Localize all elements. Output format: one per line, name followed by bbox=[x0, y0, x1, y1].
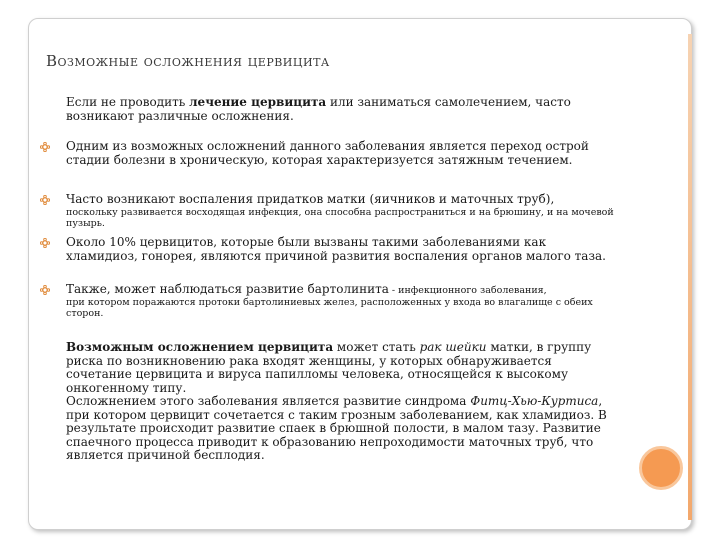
bullet-item-2-small: поскольку развивается восходящая инфекция, она способна распространиться и на брюшину, и на мочевой пузырь. bbox=[66, 206, 614, 229]
intro-paragraph bbox=[66, 96, 614, 123]
decor-circle bbox=[639, 446, 683, 490]
bullet-icon bbox=[40, 238, 50, 248]
para2-text-1: может стать bbox=[333, 340, 420, 354]
intro-bold: лечение цервицита bbox=[189, 95, 327, 109]
paragraph-2 bbox=[66, 341, 614, 463]
para2-text-2: матки, в группу риска по возникновению рака входят женщины, у которых обнаруживается сочетание цервицита и вируса папилломы человека, относящейся к высокому онкогенному типу. bbox=[66, 340, 592, 395]
para2-italic-1: рак шейки bbox=[419, 340, 487, 354]
intro-text-a: Если не проводить bbox=[66, 95, 190, 109]
bullet-item-2-text: Часто возникают воспаления придатков матки (яичников и маточных труб), bbox=[66, 192, 555, 206]
bullet-icon bbox=[40, 285, 50, 295]
bullet-item-4-small-inline: - инфекционного заболевания, bbox=[388, 285, 547, 296]
bullet-item-4 bbox=[66, 283, 614, 319]
bullet-item-4-small: при котором поражаются протоки бартолиниевых желез, расположенных у входа во влагалище с обеих сторон. bbox=[66, 296, 593, 319]
right-decor-bar bbox=[688, 34, 692, 520]
bullet-icon bbox=[40, 142, 50, 152]
para2-text-3: Осложнением этого заболевания является развитие синдрома bbox=[66, 394, 471, 408]
bullet-item-4-text: Также, может наблюдаться развитие бартолинита bbox=[66, 282, 389, 296]
slide-title: Возможные осложнения цервицита bbox=[46, 52, 330, 70]
bullet-item-1: Одним из возможных осложнений данного заболевания является переход острой стадии болезни в хроническую, которая характеризуется затяжным течением. bbox=[66, 139, 589, 167]
para2-text-4: , при котором цервицит сочетается с таким грозным заболеванием, как хламидиоз. В результате происходит развитие спаек в брюшной полости, в малом тазу. Развитие спаечного процесса приводит к образованию непроходимости маточных труб, что является причиной бесплодия. bbox=[66, 394, 607, 462]
bullet-icon bbox=[40, 195, 50, 205]
intro-text-c: или заниматься самолечением, часто возникают различные осложнения. bbox=[66, 95, 571, 123]
bullet-item-2 bbox=[66, 193, 614, 229]
para2-italic-2: Фитц-Хью-Куртиса bbox=[470, 394, 599, 408]
para2-bold: Возможным осложнением цервицита bbox=[66, 340, 334, 354]
bullet-item-3: Около 10% цервицитов, которые были вызваны такими заболеваниями как хламидиоз, гонорея, являются причиной развития воспаления органов малого таза. bbox=[66, 235, 606, 263]
